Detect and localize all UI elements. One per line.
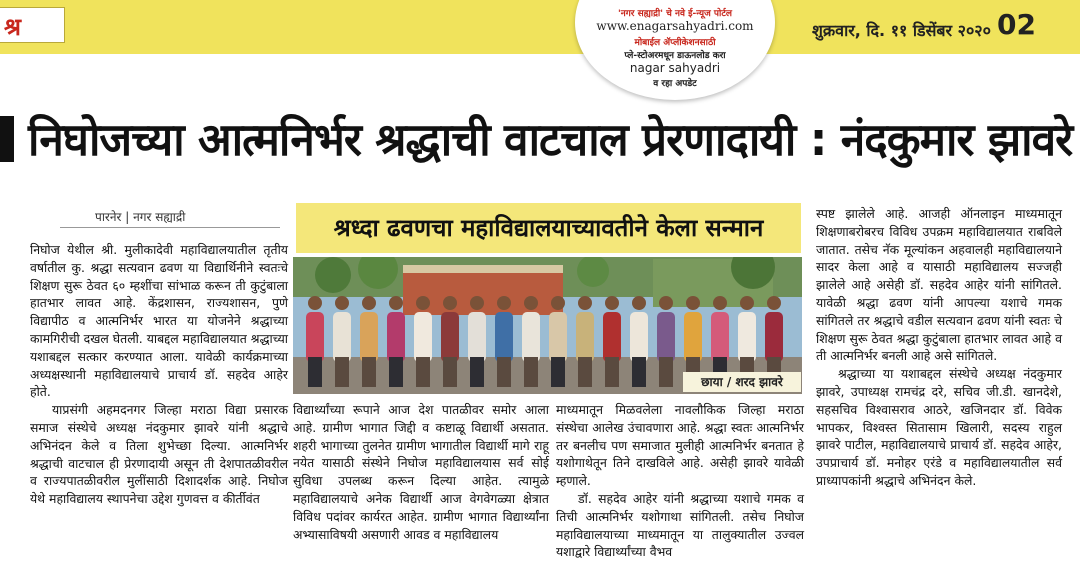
promo-url: www.enagarsahyadri.com xyxy=(596,19,754,33)
column-1-paragraph-1: निघोज येथील श्री. मुलीकादेवी महाविद्यालयातील तृतीय वर्षातील कु. श्रद्धा सत्यवान ढवण या विद्यार्थिनीने स्वतःचे शिक्षण सुरू ठेवत ६० म्हशींचा सांभाळ करून ती कुटुंबाला हातभार लावत आहे. केंद्रशासन, राज्यशासन, पुणे विद्यापीठ व आत्मनिर्भर भारत या योजनेने श्रद्धाच्या कामगिरीची दखल घेतली. याबद्दल महाविद्यालयात श्रद्धाच्या यशाबद्दल सत्कार करण्यात आला. यावेळी कार्यक्रमाच्या अध्यक्षस्थानी महाविद्यालयाचे प्राचार्य डॉ. सहदेव आहेर होते. xyxy=(30,242,288,400)
column-3-paragraph-2: डॉ. सहदेव आहेर यांनी श्रद्धाच्या यशाचे गमक व तिची आत्मनिर्भर यशोगाथा सांगितली. तसेच निघोज महाविद्यालयाच्या माध्यमातून या तालुक्यातील उज्वल यशाद्वारे विद्यार्थ्यांच्या वैभव xyxy=(556,490,804,560)
article-headline: निघोजच्या आत्मनिर्भर श्रद्धाची वाटचाल प्रेरणादायी : नंदकुमार झावरे xyxy=(28,113,1073,166)
masthead-logo xyxy=(0,7,65,43)
page-number: 02 xyxy=(997,8,1036,41)
byline-divider xyxy=(60,227,280,228)
column-3-paragraph-1: माध्यमातून मिळवलेला नावलौकिक जिल्हा मराठा संस्थेचा आलेख उंचावणारा आहे. श्रद्धा स्वतः आत्मनिर्भर तर बनलीच पण समाजात मुलीही आत्मनिर्भर बनतात हे यशोगाथेतून तिने दाखविले आहे. असेही झावरे यावेळी म्हणाले. xyxy=(556,402,804,489)
article-column-3 xyxy=(556,401,804,561)
headline-marker xyxy=(0,116,14,162)
promo-line-app: मोबाईल ॲप्लीकेशनसाठी xyxy=(634,38,716,48)
photo-caption: छाया / शरद झावरे xyxy=(683,372,801,392)
promo-line-brand: nagar sahyadri xyxy=(629,61,721,75)
promo-line-portal: 'नगर सह्याद्री' चे नवे ई-न्यूज पोर्टल xyxy=(617,9,733,19)
article-column-1 xyxy=(30,241,288,508)
photo-subheadline xyxy=(296,203,801,253)
promo-line-download: प्ले-स्टोअरमधून डाऊनलोड करा xyxy=(624,51,726,61)
logo-text: श्र xyxy=(4,13,21,41)
column-4-paragraph-1: स्पष्ट झालेले आहे. आजही ऑनलाइन माध्यमातून शिक्षणाबरोबरच विविध उपक्रम महाविद्यालयात राबविले जातात. तसेच नॅक मूल्यांकन अहवालही महाविद्यालयाने सादर केला आहे व यासाठी महाविद्यालय सज्जही झालेले आहे असेही डॉ. सहदेव आहेर यांनी सांगितले. यावेळी श्रद्धा ढवण यांनी आपल्या यशाचे गमक सांगितले तर श्रद्धाचे वडील सत्यवान ढवण यांनी स्वतः चे शिक्षण सुरू ठेवत श्रद्धा कुटुंबाला हातभार लावत आहे व ती आत्मनिर्भर बनली आहे असे सांगितले. xyxy=(816,206,1062,364)
subheadline-text: श्रध्दा ढवणचा महाविद्यालयाच्यावतीने केला सन्मान xyxy=(333,214,764,242)
promo-line-update: व रहा अपडेट xyxy=(653,79,697,89)
column-1-paragraph-2: याप्रसंगी अहमदनगर जिल्हा मराठा विद्या प्रसारक समाज संस्थेचे अध्यक्ष नंदकुमार झावरे यांनी श्रद्धाचे अभिनंदन केले व तिला शुभेच्छा दिल्या. आत्मनिर्भर श्रद्धाची वाटचाल ही प्रेरणादायी असून ती देशपातळीवरील व राज्यपातळीवरील मुलींसाठी दिशादर्शक आहे. निघोज येथे महाविद्यालय स्थापनेचा उद्देश गुणवत्त व कीर्तीवंत xyxy=(30,402,288,507)
issue-date: शुक्रवार, दि. ११ डिसेंबर २०२० xyxy=(812,21,991,40)
article-column-4 xyxy=(816,205,1062,490)
article-column-2 xyxy=(293,401,549,543)
article-byline: पारनेर | नगर सह्याद्री xyxy=(95,210,186,224)
column-2-paragraph-1: विद्यार्थ्यांच्या रूपाने आज देश पातळीवर समोर आला आहे. ग्रामीण भागात जिद्दी व कष्टाळू विद्यार्थी असतात. शहरी भागाच्या तुलनेत ग्रामीण भागातील विद्यार्थी मागे राहू नयेत यासाठी संस्थेने निघोज महाविद्यालयास सर्व सोई सुविधा उपलब्ध करून दिल्या आहेत. त्यामुळे महाविद्यालयाचे अनेक विद्यार्थी आज वेगवेगळ्या क्षेत्रात विविध पदांवर कार्यरत आहेत. ग्रामीण भागात विद्यार्थ्यांना अभ्यासाविषयी असणारी आवड व महाविद्यालय xyxy=(293,402,549,542)
column-4-paragraph-2: श्रद्धाच्या या यशाबद्दल संस्थेचे अध्यक्ष नंदकुमार झावरे, उपाध्यक्ष रामचंद्र दरे, सचिव जी.डी. खानदेशे, सहसचिव विश्वासराव आठरे, खजिनदार डॉ. विवेक भापकर, विश्वस्त सितासाम खिलारी, सदस्य राहुल झावरे पाटील, महाविद्यालयाचे प्राचार्य डॉ. सहदेव आहेर, उपप्राचार्य डॉ. मनोहर एरंडे व महाविद्यालयातील सर्व प्राध्यापकांनी श्रद्धाचे अभिनंदन केले. xyxy=(816,366,1062,488)
